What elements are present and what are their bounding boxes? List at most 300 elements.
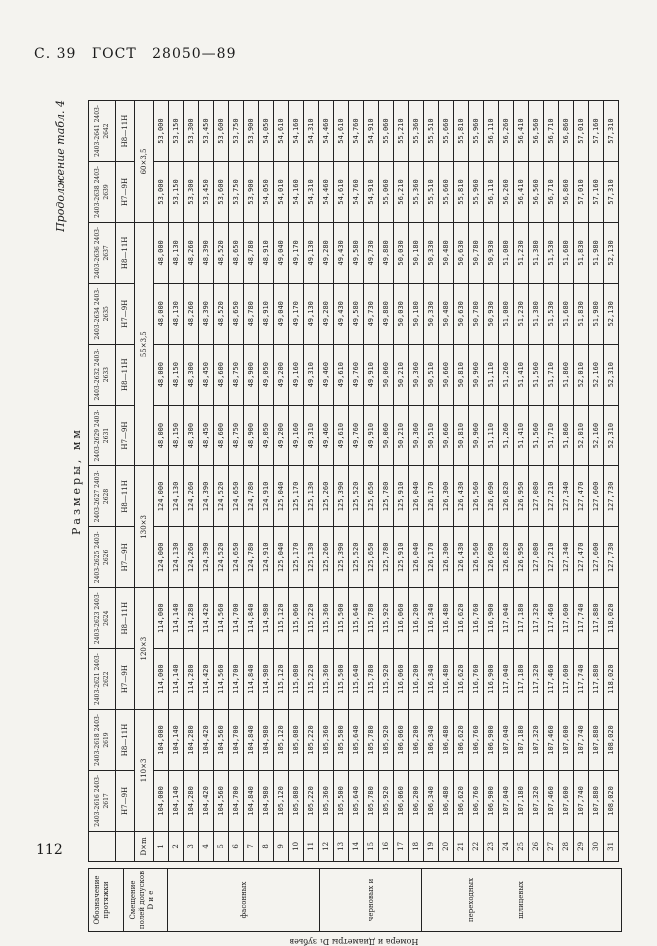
group-name-cell: 110×3 [135, 710, 154, 832]
tooth-number: 22 [469, 831, 484, 861]
diameter-value: 55,060 [379, 162, 394, 223]
diameter-value: 126,820 [499, 466, 514, 527]
diameter-value: 52,010 [574, 405, 589, 466]
diameter-value: 127,340 [559, 466, 574, 527]
diameter-value: 50,330 [424, 283, 439, 344]
diameter-value: 116,620 [454, 649, 469, 710]
diameter-value: 54,010 [274, 162, 289, 223]
code-cell: 2403-2627 2403-2628 [89, 466, 116, 527]
diameter-value: 126,950 [514, 527, 529, 588]
diameter-value: 104,000 [154, 770, 169, 831]
diameter-value: 57,310 [604, 162, 619, 223]
table-row [229, 101, 244, 862]
diameter-value: 116,060 [394, 649, 409, 710]
table-row [304, 101, 319, 862]
standard-name: ГОСТ [91, 46, 137, 62]
diameter-value: 50,360 [409, 344, 424, 405]
dxm-cell: D×m [135, 831, 154, 861]
diameter-value: 50,360 [409, 405, 424, 466]
table-row [439, 101, 454, 862]
sizes-table [88, 100, 619, 862]
table-row [199, 101, 214, 862]
tooth-number: 6 [229, 831, 244, 861]
code-cell: 2403-2621 2403-2622 [89, 649, 116, 710]
diameter-value: 53,450 [199, 101, 214, 162]
diameter-value: 107,460 [544, 710, 559, 771]
diameter-value: 106,200 [409, 710, 424, 771]
diameter-value: 117,880 [589, 649, 604, 710]
diameter-value: 56,110 [484, 101, 499, 162]
tooth-number: 10 [289, 831, 304, 861]
diameter-value: 53,300 [184, 162, 199, 223]
tooth-number: 12 [319, 831, 334, 861]
diameter-value: 116,900 [484, 649, 499, 710]
diameter-value: 51,560 [529, 405, 544, 466]
diameter-value: 117,880 [589, 588, 604, 649]
diameter-value: 55,360 [409, 162, 424, 223]
vertical-label [88, 932, 620, 946]
diameter-value: 106,340 [424, 770, 439, 831]
diameter-value: 127,210 [544, 466, 559, 527]
diameter-value: 125,520 [349, 466, 364, 527]
diameter-value: 48,000 [154, 283, 169, 344]
fit-cell: H7—9H [116, 770, 135, 831]
diameter-value: 48,130 [169, 222, 184, 283]
table-row [454, 101, 469, 862]
diameter-value: 50,210 [394, 344, 409, 405]
group-name-cell: 60×3,5 [135, 101, 154, 223]
diameter-value: 127,080 [529, 466, 544, 527]
diameter-value: 56,560 [529, 162, 544, 223]
diameter-value: 49,040 [274, 222, 289, 283]
diameter-value: 50,930 [484, 283, 499, 344]
page-letter: С. 39 [34, 46, 77, 62]
diameter-value: 115,500 [334, 649, 349, 710]
diameter-value: 48,260 [184, 283, 199, 344]
tooth-number: 15 [364, 831, 379, 861]
table-row [544, 101, 559, 862]
diameter-value: 48,150 [169, 344, 184, 405]
diameter-value: 50,810 [454, 405, 469, 466]
tooth-number: 13 [334, 831, 349, 861]
diameter-value: 50,060 [379, 344, 394, 405]
diameter-value: 56,710 [544, 101, 559, 162]
diameter-value: 114,000 [154, 588, 169, 649]
diameter-value: 57,160 [589, 162, 604, 223]
diameter-value: 124,000 [154, 466, 169, 527]
diameter-value: 57,010 [574, 101, 589, 162]
diameter-value: 125,520 [349, 527, 364, 588]
diameter-value: 106,620 [454, 770, 469, 831]
diameter-value: 117,320 [529, 588, 544, 649]
diameter-value: 48,900 [244, 405, 259, 466]
diameter-value: 51,080 [499, 222, 514, 283]
diameter-value: 125,390 [334, 527, 349, 588]
diameter-value: 49,460 [319, 344, 334, 405]
diameter-value: 55,510 [424, 162, 439, 223]
diameter-value: 49,200 [274, 344, 289, 405]
diameter-value: 54,050 [259, 101, 274, 162]
table-row [529, 101, 544, 862]
diameter-value: 57,010 [574, 162, 589, 223]
diameter-value: 53,600 [214, 162, 229, 223]
diameter-value: 105,500 [334, 710, 349, 771]
table-row [574, 101, 589, 862]
diameter-value: 50,780 [469, 222, 484, 283]
diameter-value: 56,260 [499, 162, 514, 223]
fit-cell: H7—9H [116, 283, 135, 344]
diameter-value: 50,960 [469, 344, 484, 405]
diameter-value: 53,150 [169, 162, 184, 223]
rotated-table-block [54, 100, 620, 946]
diameter-value: 51,710 [544, 405, 559, 466]
code-cell: 2403-2641 2403-2642 [89, 101, 116, 162]
diameter-value: 107,040 [499, 770, 514, 831]
diameter-value: 51,230 [514, 222, 529, 283]
diameter-value: 48,130 [169, 283, 184, 344]
diameter-value: 51,680 [559, 283, 574, 344]
diameter-value: 125,040 [274, 466, 289, 527]
diameter-value: 106,340 [424, 710, 439, 771]
diameter-value: 55,660 [439, 101, 454, 162]
diameter-value: 48,390 [199, 283, 214, 344]
diameter-value: 54,610 [334, 162, 349, 223]
diameter-value: 51,680 [559, 222, 574, 283]
fit-cell: H8—11H [116, 222, 135, 283]
diameter-value: 125,130 [304, 527, 319, 588]
tooth-number: 5 [214, 831, 229, 861]
tooth-number: 17 [394, 831, 409, 861]
shift-header-label: Смещение полей допусков D и е [129, 870, 155, 930]
diameter-value: 117,460 [544, 588, 559, 649]
tooth-number: 26 [529, 831, 544, 861]
table-row [334, 101, 349, 862]
diameter-value: 48,900 [244, 344, 259, 405]
diameter-value: 54,610 [274, 101, 289, 162]
diameter-value: 53,750 [229, 162, 244, 223]
diameter-value: 50,960 [469, 405, 484, 466]
diameter-value: 48,000 [154, 344, 169, 405]
diameter-value: 118,020 [604, 588, 619, 649]
diameter-value: 49,050 [259, 405, 274, 466]
diameter-value: 51,530 [544, 283, 559, 344]
diameter-value: 117,040 [499, 649, 514, 710]
diameter-value: 50,660 [439, 344, 454, 405]
table-row [424, 101, 439, 862]
label-chamfer: черновых и переходных [321, 869, 422, 931]
diameter-value: 106,060 [394, 770, 409, 831]
fit-cell: H8—11H [116, 466, 135, 527]
tooth-number: 11 [304, 831, 319, 861]
diameter-value: 126,560 [469, 527, 484, 588]
diameter-value: 52,310 [604, 405, 619, 466]
label-spline: шлицевых [517, 881, 525, 919]
diameter-value: 104,560 [214, 770, 229, 831]
table-row [244, 101, 259, 862]
diameter-value: 49,050 [259, 344, 274, 405]
diameter-value: 116,480 [439, 649, 454, 710]
diameter-value: 125,390 [334, 466, 349, 527]
code-cell: 2403-2623 2403-2624 [89, 588, 116, 649]
diameter-value: 124,130 [169, 466, 184, 527]
table-row [319, 101, 334, 862]
diameter-value: 107,320 [529, 710, 544, 771]
diameter-value: 126,170 [424, 466, 439, 527]
diameter-value: 127,600 [589, 527, 604, 588]
diameter-value: 51,380 [529, 283, 544, 344]
diameter-value: 105,360 [319, 770, 334, 831]
diameter-value: 124,650 [229, 527, 244, 588]
diameter-value: 117,040 [499, 588, 514, 649]
diameter-value: 106,480 [439, 770, 454, 831]
diameter-value: 127,210 [544, 527, 559, 588]
diameter-value: 115,080 [289, 649, 304, 710]
diameter-value: 51,980 [589, 222, 604, 283]
table-row [289, 101, 304, 862]
diameter-value: 106,060 [394, 710, 409, 771]
diameter-value: 116,340 [424, 649, 439, 710]
diameter-value: 125,780 [379, 466, 394, 527]
diameter-value: 51,230 [514, 283, 529, 344]
diameter-value: 51,260 [499, 344, 514, 405]
diameter-value: 126,690 [484, 466, 499, 527]
diameter-value: 49,310 [304, 344, 319, 405]
diameter-value: 126,820 [499, 527, 514, 588]
diameter-value: 124,260 [184, 466, 199, 527]
diameter-value: 51,860 [559, 344, 574, 405]
diameter-value: 115,360 [319, 649, 334, 710]
fit-cell: H8—11H [116, 710, 135, 771]
diameter-value: 106,900 [484, 770, 499, 831]
diameter-value: 104,420 [199, 770, 214, 831]
tooth-number: 20 [439, 831, 454, 861]
diameter-value: 48,000 [154, 222, 169, 283]
side-header [88, 868, 622, 932]
diameter-value: 53,900 [244, 101, 259, 162]
diameter-value: 126,040 [409, 466, 424, 527]
diameter-value: 125,170 [289, 527, 304, 588]
diameter-value: 104,140 [169, 770, 184, 831]
diameter-value: 107,880 [589, 710, 604, 771]
diameter-value: 56,860 [559, 101, 574, 162]
diameter-value: 107,460 [544, 770, 559, 831]
tooth-number: 27 [544, 831, 559, 861]
tooth-number: 1 [154, 831, 169, 861]
table-row [379, 101, 394, 862]
diameter-value: 49,170 [289, 283, 304, 344]
tooth-number: 28 [559, 831, 574, 861]
diameter-value: 49,880 [379, 283, 394, 344]
diameter-value: 49,730 [364, 283, 379, 344]
diameter-value: 124,780 [244, 527, 259, 588]
tooth-number: 30 [589, 831, 604, 861]
diameter-value: 53,150 [169, 101, 184, 162]
diameter-value: 50,480 [439, 222, 454, 283]
diameter-value: 114,420 [199, 588, 214, 649]
diameter-value: 57,310 [604, 101, 619, 162]
diameter-value: 106,480 [439, 710, 454, 771]
diameter-value: 54,310 [304, 101, 319, 162]
table-row [274, 101, 289, 862]
diameter-value: 51,560 [529, 344, 544, 405]
diameter-value: 52,130 [604, 222, 619, 283]
diameter-value: 48,600 [214, 344, 229, 405]
diameter-value: 48,750 [229, 405, 244, 466]
table-row [394, 101, 409, 862]
diameter-value: 55,960 [469, 101, 484, 162]
table-row [364, 101, 379, 862]
diameter-value: 48,390 [199, 222, 214, 283]
diameter-value: 125,170 [289, 466, 304, 527]
diameter-value: 124,520 [214, 466, 229, 527]
diameter-value: 49,200 [274, 405, 289, 466]
diameter-value: 117,600 [559, 588, 574, 649]
diameter-value: 51,110 [484, 405, 499, 466]
diameter-value: 50,810 [454, 344, 469, 405]
diameter-value: 48,150 [169, 405, 184, 466]
diameter-value: 115,920 [379, 588, 394, 649]
diameter-value: 49,130 [304, 283, 319, 344]
diameter-value: 53,900 [244, 162, 259, 223]
diameter-value: 49,760 [349, 405, 364, 466]
diameter-value: 106,760 [469, 710, 484, 771]
diameter-value: 104,980 [259, 770, 274, 831]
diameter-value: 51,980 [589, 283, 604, 344]
diameter-value: 115,360 [319, 588, 334, 649]
diameter-value: 124,260 [184, 527, 199, 588]
diameter-value: 105,640 [349, 710, 364, 771]
diameter-value: 54,760 [349, 101, 364, 162]
diameter-value: 126,040 [409, 527, 424, 588]
diameter-value: 107,180 [514, 770, 529, 831]
standard-number: 28050—89 [152, 46, 237, 62]
diameter-value: 50,030 [394, 283, 409, 344]
diameter-value: 48,260 [184, 222, 199, 283]
diameter-value: 50,180 [409, 222, 424, 283]
diameter-value: 51,080 [499, 283, 514, 344]
diameter-value: 124,780 [244, 466, 259, 527]
tooth-number: 31 [604, 831, 619, 861]
diameter-value: 50,480 [439, 283, 454, 344]
diameter-value: 117,320 [529, 649, 544, 710]
diameter-value: 49,280 [319, 222, 334, 283]
diameter-value: 49,910 [364, 344, 379, 405]
diameter-value: 114,560 [214, 588, 229, 649]
diameter-value: 51,710 [544, 344, 559, 405]
page-header [34, 46, 247, 62]
table-row [604, 101, 619, 862]
diameter-value: 104,420 [199, 710, 214, 771]
diameter-value: 105,920 [379, 710, 394, 771]
fit-cell: H7—9H [116, 405, 135, 466]
code-cell: 2403-2616 2403-2617 [89, 770, 116, 831]
diameter-value: 114,280 [184, 649, 199, 710]
diameter-value: 104,980 [259, 710, 274, 771]
diameter-value: 105,080 [289, 710, 304, 771]
diameter-value: 114,000 [154, 649, 169, 710]
diameter-value: 55,210 [394, 101, 409, 162]
diameter-value: 48,450 [199, 405, 214, 466]
diameter-value: 126,690 [484, 527, 499, 588]
diameter-value: 55,810 [454, 101, 469, 162]
tooth-number: 16 [379, 831, 394, 861]
diameter-value: 115,640 [349, 649, 364, 710]
diameter-value: 124,910 [259, 466, 274, 527]
diameter-value: 115,780 [364, 649, 379, 710]
diameter-value: 126,430 [454, 466, 469, 527]
diameter-value: 124,910 [259, 527, 274, 588]
diameter-value: 54,460 [319, 101, 334, 162]
table-row [169, 101, 184, 862]
group-name-cell: 55×3,5 [135, 222, 154, 466]
diameter-value: 107,600 [559, 770, 574, 831]
diameter-value: 115,220 [304, 588, 319, 649]
diameter-value: 48,780 [244, 283, 259, 344]
tooth-number: 21 [454, 831, 469, 861]
tooth-number: 29 [574, 831, 589, 861]
code-cell: 2403-2638 2403-2639 [89, 162, 116, 223]
diameter-value: 114,420 [199, 649, 214, 710]
diameter-value: 51,860 [559, 405, 574, 466]
diameter-value: 126,430 [454, 527, 469, 588]
table-row [484, 101, 499, 862]
diameter-value: 127,730 [604, 466, 619, 527]
diameter-value: 49,880 [379, 222, 394, 283]
diameter-value: 127,340 [559, 527, 574, 588]
diameter-value: 51,530 [544, 222, 559, 283]
group-name-cell: 130×3 [135, 466, 154, 588]
diameter-value: 50,180 [409, 283, 424, 344]
diameter-value: 115,640 [349, 588, 364, 649]
diameter-value: 104,560 [214, 710, 229, 771]
diameter-value: 50,780 [469, 283, 484, 344]
diameter-value: 105,920 [379, 770, 394, 831]
diameter-value: 53,300 [184, 101, 199, 162]
label-shaped: фасонных [169, 869, 320, 931]
diameter-value: 124,130 [169, 527, 184, 588]
tooth-number: 7 [244, 831, 259, 861]
diameter-value: 117,180 [514, 588, 529, 649]
diameter-value: 117,180 [514, 649, 529, 710]
diameter-value: 49,430 [334, 222, 349, 283]
diameter-value: 125,650 [364, 527, 379, 588]
vertical-label-text: Номера и Диаметры D₁ зубьев [289, 937, 419, 946]
diameter-value: 55,960 [469, 162, 484, 223]
diameter-value: 49,580 [349, 222, 364, 283]
diameter-value: 48,910 [259, 283, 274, 344]
diameter-value: 54,310 [304, 162, 319, 223]
diameter-value: 126,950 [514, 466, 529, 527]
diameter-value: 117,740 [574, 649, 589, 710]
diameter-value: 125,910 [394, 527, 409, 588]
continuation-label: Продолжение табл. 4 [54, 100, 67, 232]
diameter-value: 49,280 [319, 283, 334, 344]
diameter-value: 127,730 [604, 527, 619, 588]
code-cell: 2403-2625 2403-2626 [89, 527, 116, 588]
diameter-value: 48,600 [214, 405, 229, 466]
tooth-number: 2 [169, 831, 184, 861]
diameter-value: 55,510 [424, 101, 439, 162]
diameter-value: 126,300 [439, 527, 454, 588]
diameter-value: 53,000 [154, 101, 169, 162]
table-row [184, 101, 199, 862]
diameter-value: 124,390 [199, 466, 214, 527]
diameter-value: 114,980 [259, 649, 274, 710]
fit-cell: H8—11H [116, 344, 135, 405]
diameter-value: 54,160 [289, 101, 304, 162]
diameter-value: 56,210 [394, 162, 409, 223]
table-row [214, 101, 229, 862]
